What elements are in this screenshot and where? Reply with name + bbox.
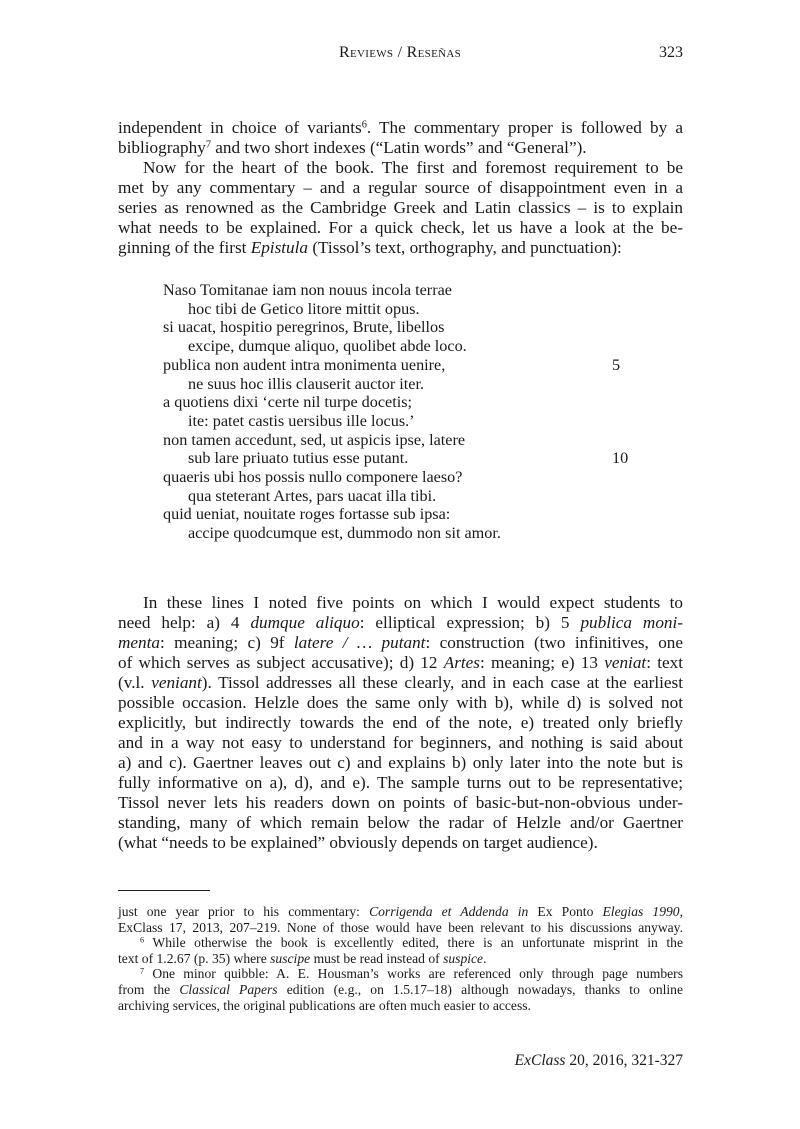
text-run: of which serves as subject accusative); d) 12 (118, 653, 444, 672)
footnote-marker[interactable]: 6 (361, 119, 367, 131)
text-run: . (483, 950, 487, 966)
text-run: : meaning; e) 13 (480, 653, 605, 672)
verse-line: quaeris ubi hos possis nullo componere laeso? (163, 468, 463, 486)
verse-line: ite: patet castis uersibus ille locus.’ (188, 411, 415, 430)
italic-text: Classical Papers (179, 982, 278, 997)
italic-text: dumque aliquo (250, 613, 360, 632)
verse-line: hoc tibi de Getico litore mittit opus. (188, 299, 420, 318)
body-line (118, 733, 683, 753)
body-line (118, 793, 683, 813)
italic-text: suspice (443, 950, 484, 966)
text-run: (what “needs to be explained” obviously depends on target audience). (118, 833, 598, 852)
footnote-line (118, 998, 683, 1014)
text-run: : elliptical expression; b) 5 (359, 613, 581, 632)
footnote-line (118, 966, 683, 982)
verse-line: quid ueniat, nouitate roges fortasse sub ipsa: (163, 505, 451, 524)
text-run: : construction (two infinitives, one (425, 633, 684, 652)
verse-line: accipe quodcumque est, dummodo non sit amor. (188, 524, 501, 543)
verse-line: si uacat, hospitio peregrinos, Brute, libellos (163, 318, 445, 337)
verse-line-number: 5 (612, 355, 621, 374)
body-line (118, 158, 683, 178)
text-run: Now for the heart of the book. The first and foremost requirement to be (143, 158, 683, 177)
body-line (118, 238, 683, 258)
verse-line: qua steterant Artes, pars uacat illa tibi. (188, 486, 437, 505)
footer-citation (515, 1052, 683, 1070)
text-run: : text (646, 653, 683, 672)
italic-text: suscipe (270, 950, 311, 966)
footnote-line (118, 951, 683, 967)
body-line (118, 653, 683, 673)
italic-text: latere / … putant (293, 633, 426, 652)
text-run: text of 1.2.67 (p. 35) where (118, 950, 271, 966)
text-run: . The commentary proper is followed by a (366, 118, 683, 137)
text-run: possible occasion. Helzle does the same only with b), while d) is solved not (118, 693, 683, 712)
verse-line: a quotiens dixi ‘certe nil turpe docetis; (163, 393, 413, 412)
text-run: just one year prior to his commentary: (118, 904, 370, 919)
italic-text: veniant (151, 673, 202, 692)
journal-name: ExClass (514, 1052, 566, 1069)
verse-line: non tamen accedunt, sed, ut aspicis ipse, latere (163, 430, 466, 449)
text-run: (v.l. (118, 673, 152, 692)
text-run: must be read instead of (310, 950, 444, 966)
text-run: ExClass 17, 2013, 207–219. None of those would have been relevant to his discussions anyway. (118, 919, 683, 935)
italic-text: Elegias 1990 (602, 904, 680, 919)
text-run: ginning of the first (118, 238, 251, 257)
body-line (118, 218, 683, 238)
text-run: (Tissol’s text, orthography, and punctuation): (308, 238, 622, 257)
body-line (118, 713, 683, 733)
running-head: Reviews / Reseñas (339, 44, 461, 61)
text-run: need help: a) 4 (118, 613, 251, 632)
body-line (118, 693, 683, 713)
text-run: a) and c). Gaertner leaves out c) and explains b) only later into the note but is (118, 753, 683, 772)
text-run: Ex Ponto (528, 904, 603, 919)
verse-line: excipe, dumque aliquo, quolibet abde loco. (188, 337, 467, 356)
verse-line: publica non audent intra monimenta uenire, (163, 355, 446, 374)
footnote-marker[interactable]: 6 (140, 935, 145, 945)
text-run: fully informative on a), d), and e). The sample turns out to be representative; (118, 773, 683, 792)
verse-line: ne suus hoc illis clauserit auctor iter. (188, 374, 425, 393)
footnote-line (118, 982, 683, 998)
italic-text: Artes (443, 653, 480, 672)
text-run: archiving services, the original publications are often much easier to access. (118, 997, 531, 1013)
text-run: independent in choice of variants (118, 118, 362, 137)
text-run: explicitly, but indirectly towards the end of the note, e) treated only briefly (118, 713, 683, 732)
text-run: from the (118, 982, 180, 997)
text-run: standing, many of which remain below the radar of Helzle and/or Gaertner (118, 813, 683, 832)
footnote-line (118, 904, 683, 920)
body-line (118, 813, 683, 833)
body-line (118, 773, 683, 793)
body-line (118, 833, 683, 853)
text-run: : meaning; c) 9f (160, 633, 294, 652)
footnote-marker[interactable]: 7 (205, 139, 211, 151)
body-line (118, 673, 683, 693)
text-run: , (679, 904, 683, 919)
footnote-line (118, 920, 683, 936)
body-line (118, 198, 683, 218)
body-line (118, 178, 683, 198)
verse-line: sub lare priuato tutius esse putant. (188, 449, 409, 468)
footnote-line (118, 935, 683, 951)
text-run: In these lines I noted five points on which I would expect students to (143, 593, 683, 612)
body-line (118, 138, 683, 158)
body-line (118, 118, 683, 138)
page-number: 323 (659, 44, 683, 61)
footnote-divider (118, 890, 210, 891)
text-run: and in a way not easy to understand for beginners, and nothing is said about (118, 733, 683, 752)
italic-text: publica moni- (580, 613, 684, 632)
text-run: One minor quibble: A. E. Housman’s works are referenced only through page numbers (144, 966, 683, 982)
italic-text: Corrigenda et Addenda in (369, 904, 529, 919)
italic-text: Epistula (250, 238, 309, 257)
text-run: series as renowned as the Cambridge Greek and Latin classics – is to explain (118, 198, 683, 217)
body-line (118, 633, 683, 653)
text-run: ). Tissol addresses all these clearly, and in each case at the earliest (201, 673, 683, 692)
text-run: edition (e.g., on 1.5.17–18) although nowadays, thanks to online (277, 982, 683, 997)
body-line (118, 613, 683, 633)
text-run: bibliography (118, 138, 206, 157)
verse-line-number: 10 (612, 449, 629, 468)
verse-line: Naso Tomitanae iam non nouus incola terrae (163, 281, 452, 299)
text-run: Tissol never lets his readers down on points of basic-but-non-obvious under- (118, 793, 683, 812)
body-line (118, 593, 683, 613)
body-line (118, 753, 683, 773)
italic-text: veniat (604, 653, 647, 672)
text-run: While otherwise the book is excellently edited, there is an unfortunate misprint in the (144, 935, 683, 951)
text-run: and two short indexes (“Latin words” and “General”). (211, 138, 587, 157)
footnote-marker[interactable]: 7 (140, 966, 145, 976)
text-run: what needs to be explained. For a quick check, let us have a look at the be- (118, 218, 683, 237)
citation-details: 20, 2016, 321-327 (565, 1052, 683, 1069)
italic-text: menta (118, 633, 161, 652)
text-run: met by any commentary – and a regular source of disappointment even in a (118, 178, 683, 197)
